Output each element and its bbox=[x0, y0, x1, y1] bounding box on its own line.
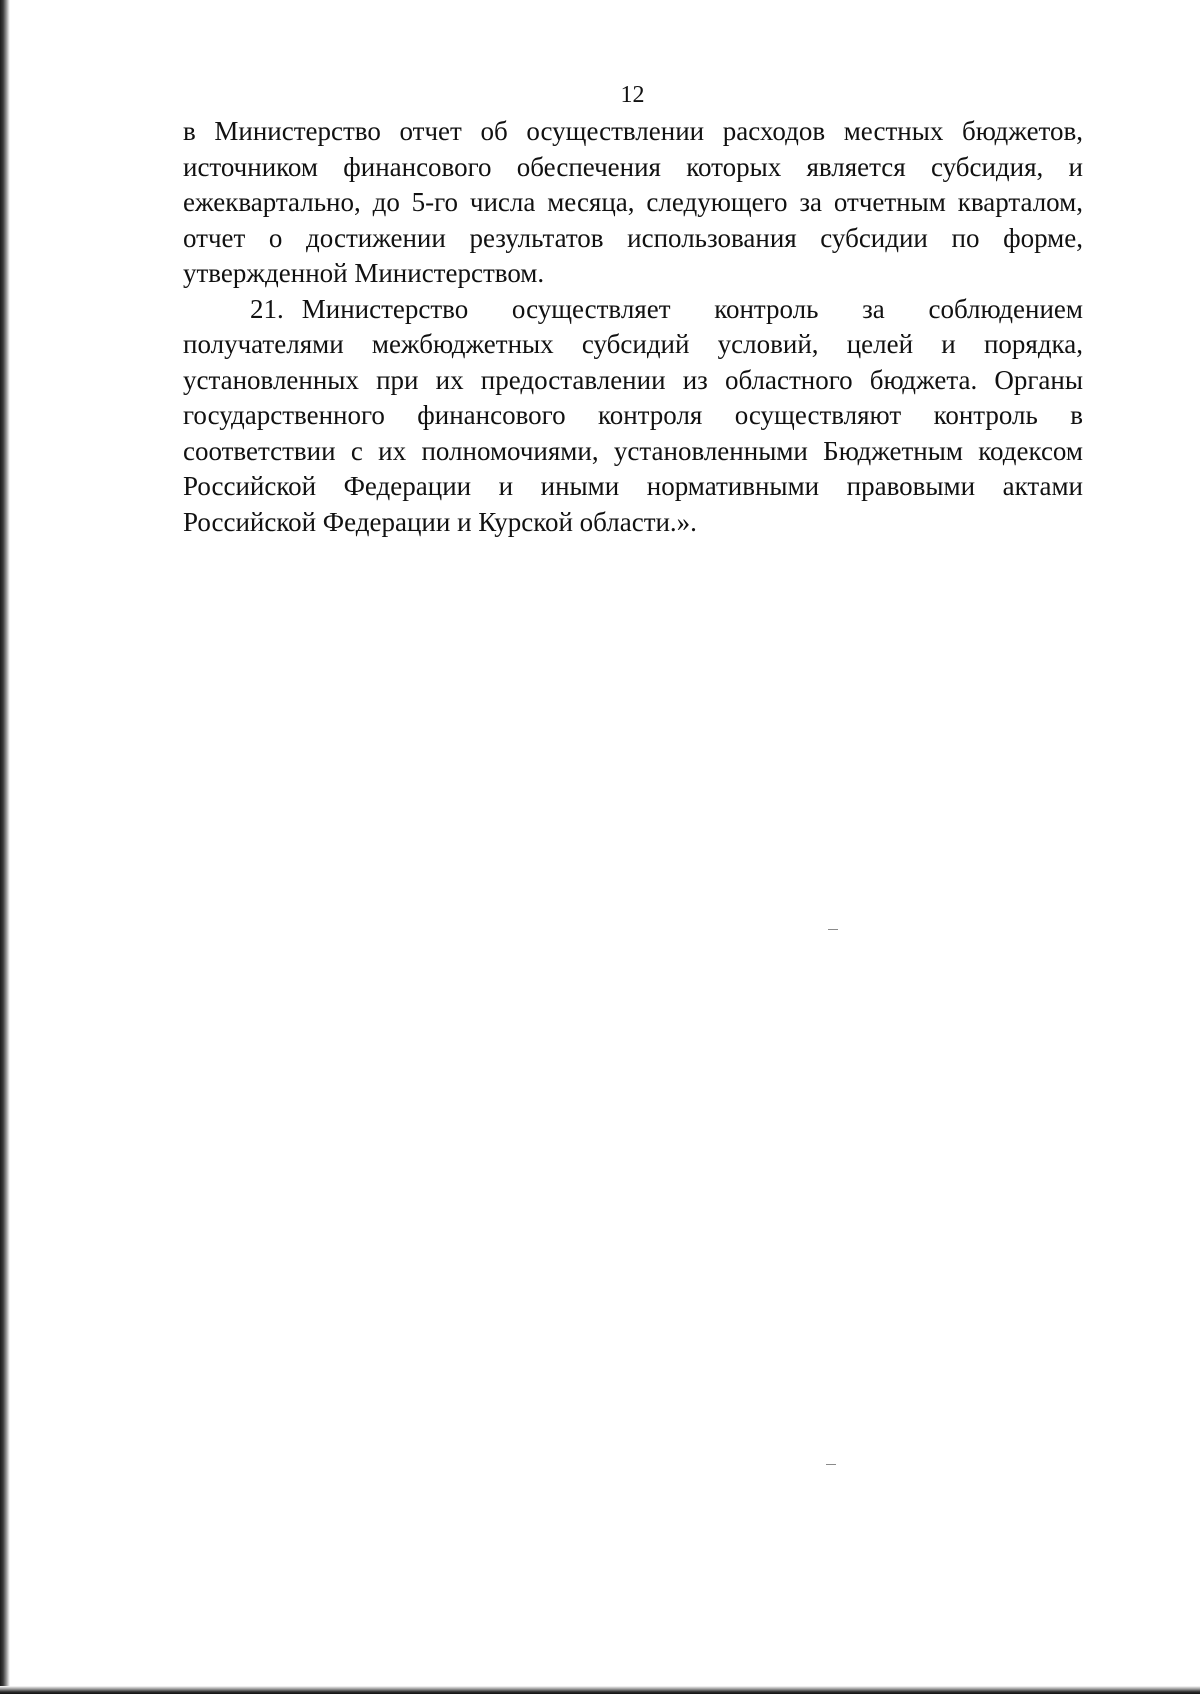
scan-bottom-edge bbox=[0, 1686, 1200, 1694]
paragraph-continuation: в Министерство отчет об осуществлении расходов местных бюджетов, источником финансового обеспечения которых является субсидия, и ежеквартально, до 5-го числа месяца, следующего за отчетным кварталом, отчет о достижении результатов использования субсидии по форме, утвержденной Министерством. bbox=[183, 116, 1083, 288]
scan-speck bbox=[826, 1464, 836, 1465]
page-number: 12 bbox=[620, 82, 645, 108]
paragraph-item-21 bbox=[183, 292, 1083, 541]
item-text: Министерство осуществляет контроль за соблюдением получателями межбюджетных субсидий условий, целей и порядка, установленных при их предоставлении из областного бюджета. Органы государственного финансового контроля осуществляют контроль в соответствии с их полномочиями, установленными Бюджетным кодексом Российской Федерации и иными нормативными правовыми актами Российской Федерации и Курской области.». bbox=[183, 293, 1083, 537]
item-number: 21. bbox=[250, 293, 284, 324]
scan-left-edge bbox=[0, 0, 10, 1694]
scan-speck bbox=[828, 929, 838, 930]
document-body bbox=[183, 114, 1083, 540]
